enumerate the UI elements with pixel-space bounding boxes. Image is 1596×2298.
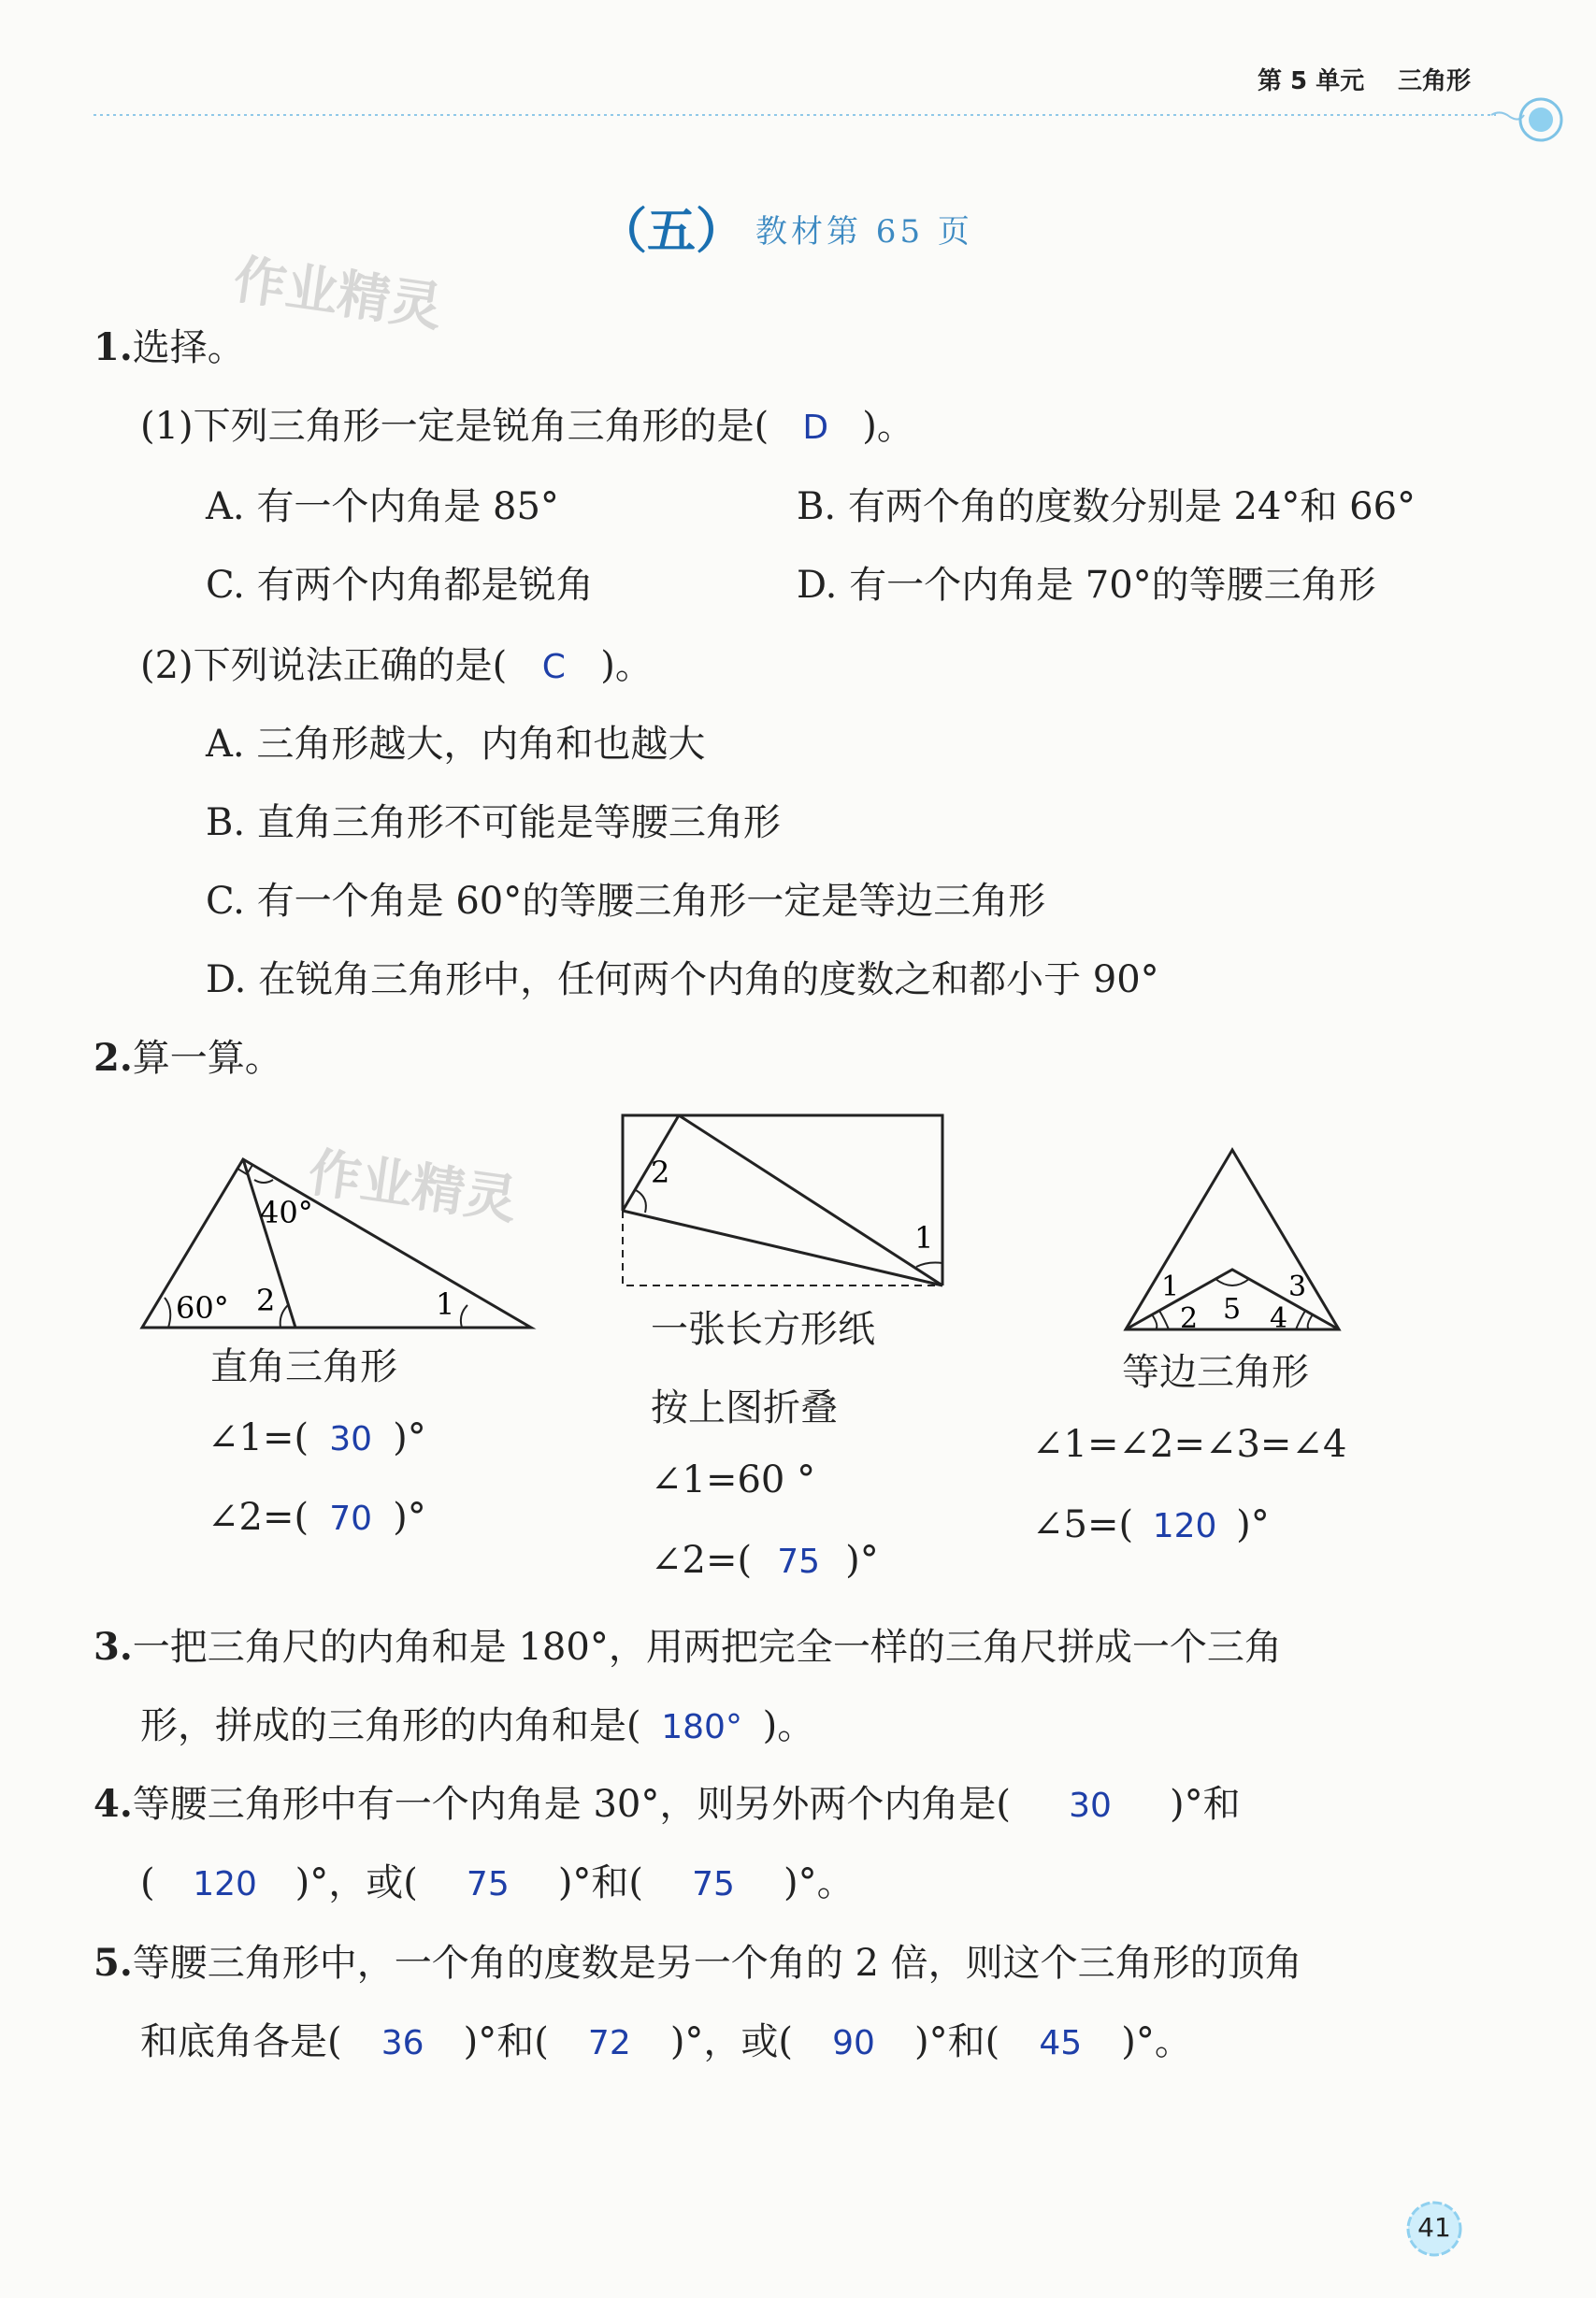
fig3-relation: ∠1=∠2=∠3=∠4 [1032, 1423, 1347, 1466]
fig1-a2-suffix: )° [393, 1496, 426, 1539]
fold-angle-1-arc [916, 1263, 942, 1268]
q1-sub1-option-b: B. 有两个角的度数分别是 24°和 66° [797, 485, 1416, 528]
q4-answer-1[interactable]: 30 [1069, 1787, 1112, 1825]
q5-answer-4[interactable]: 45 [1039, 2024, 1083, 2062]
q5-text-1: 等腰三角形中，一个角的度数是另一个角的 2 倍，则这个三角形的顶角 [132, 1942, 1302, 1985]
eq-angle-4-label: 4 [1270, 1302, 1288, 1335]
q1-sub2 [140, 636, 653, 689]
q3-text-1: 一把三角尺的内角和是 180°，用两把完全一样的三角尺拼成一个三角 [132, 1626, 1282, 1669]
eq-angle-3-arc [1308, 1314, 1313, 1329]
figure-right-triangle [122, 1141, 552, 1337]
fig3-a5-suffix: )° [1236, 1503, 1270, 1546]
angle-40-arc [254, 1180, 273, 1183]
q3-number: 3. [93, 1625, 133, 1669]
q4-answer-3[interactable]: 75 [466, 1865, 510, 1903]
eq-angle-5-label: 5 [1223, 1293, 1242, 1326]
fig1-a2-prefix: ∠2=( [208, 1496, 309, 1539]
fig2-a2-suffix: )° [845, 1539, 879, 1582]
q3-line-1 [93, 1617, 1282, 1671]
fig2-a2[interactable]: 75 [777, 1543, 820, 1581]
q4-text-1: 等腰三角形中有一个内角是 30°，则另外两个内角是( [132, 1783, 1011, 1826]
page-number: 41 [1417, 2212, 1451, 2243]
fig1-a2[interactable]: 70 [329, 1500, 372, 1538]
eq-angle-5-arc [1215, 1279, 1249, 1285]
q5-line-2 [140, 2012, 1192, 2065]
section-title: （五） [598, 203, 745, 260]
q4-mid-2: )°和( [557, 1861, 644, 1904]
eq-angle-2-arc [1159, 1311, 1169, 1329]
q4-mid-1: )°，或( [295, 1861, 418, 1904]
q3-line-2 [140, 1696, 814, 1749]
eq-angle-2-label: 2 [1180, 1302, 1199, 1335]
q1-sub2-option-d: D. 在锐角三角形中，任何两个内角的度数之和都小于 90° [206, 958, 1159, 1001]
q1-sub2-suffix: )。 [600, 644, 653, 687]
q1-sub1 [140, 396, 914, 450]
q5-line-1 [93, 1933, 1302, 1987]
figure-folded-rectangle [617, 1108, 954, 1295]
fig2-caption-2: 按上图折叠 [651, 1386, 838, 1429]
q3-suffix: )。 [762, 1704, 815, 1747]
rectangle-outline [623, 1115, 942, 1285]
unit-label: 第 5 单元 [1258, 67, 1365, 95]
q1-sub1-option-c: C. 有两个内角都是锐角 [206, 564, 594, 607]
q5-p5: )°。 [1121, 2020, 1192, 2063]
folded-edge [623, 1211, 942, 1285]
fig2-answer-2 [651, 1539, 879, 1582]
watermark-2: 作业精灵 [304, 1142, 521, 1232]
q1-sub2-option-a: A. 三角形越大，内角和也越大 [206, 723, 706, 766]
fig3-answer-5 [1032, 1503, 1270, 1546]
fig3-a5-prefix: ∠5=( [1032, 1503, 1134, 1546]
angle-40-label: 40° [260, 1195, 313, 1230]
angle-60-arc [165, 1298, 170, 1328]
eq-angle-1-label: 1 [1161, 1271, 1180, 1303]
q2-heading [93, 1028, 282, 1082]
q5-p2: )°和( [463, 2020, 549, 2063]
q1-sub1-option-d: D. 有一个内角是 70°的等腰三角形 [797, 564, 1376, 607]
q4-number: 4. [93, 1782, 133, 1826]
q4-suffix-1: )°和 [1169, 1783, 1241, 1826]
fig1-answer-1 [208, 1416, 426, 1459]
q1-sub2-option-b: B. 直角三角形不可能是等腰三角形 [206, 801, 781, 844]
angle-2-label: 2 [256, 1283, 276, 1318]
eq-angle-3-label: 3 [1288, 1271, 1307, 1303]
q1-sub1-prompt: (1)下列三角形一定是锐角三角形的是( [140, 405, 769, 448]
q4-end: )°。 [784, 1861, 855, 1904]
q1-number: 1. [93, 325, 133, 369]
angle-60-label: 60° [176, 1290, 229, 1326]
q3-text-2: 形，拼成的三角形的内角和是( [140, 1704, 641, 1747]
q5-number: 5. [93, 1941, 133, 1985]
page-number-badge [1404, 2199, 1464, 2259]
textbook-reference: 教材第 65 页 [755, 213, 973, 251]
fig2-given: ∠1=60 ° [651, 1458, 816, 1501]
q5-p1: 和底角各是( [140, 2020, 342, 2063]
q1-sub2-option-c: C. 有一个角是 60°的等腰三角形一定是等边三角形 [206, 880, 1046, 923]
fold-angle-2-arc [636, 1190, 646, 1213]
q1-heading [93, 318, 245, 371]
fig2-caption-1: 一张长方形纸 [651, 1308, 875, 1351]
q3-answer[interactable]: 180° [661, 1708, 742, 1746]
eq-angle-1-arc [1152, 1314, 1157, 1329]
q4-open: ( [140, 1861, 155, 1904]
q5-p3: )°，或( [669, 2020, 794, 2063]
q4-answer-2[interactable]: 120 [193, 1865, 257, 1903]
q1-sub1-answer[interactable]: D [802, 409, 829, 447]
angle-1-label: 1 [436, 1286, 455, 1322]
fig3-caption: 等边三角形 [1122, 1351, 1309, 1394]
fig1-a1[interactable]: 30 [329, 1420, 372, 1458]
q1-title: 选择。 [132, 326, 245, 369]
watermark-1: 作业精灵 [229, 249, 446, 339]
angle-1-arc [461, 1305, 467, 1328]
q1-sub2-answer[interactable]: C [541, 648, 566, 686]
q5-answer-2[interactable]: 72 [587, 2024, 631, 2062]
q1-sub1-suffix: )。 [862, 405, 914, 448]
fold-angle-2-label: 2 [651, 1155, 670, 1190]
q1-sub2-prompt: (2)下列说法正确的是( [140, 644, 508, 687]
chapter-label: 三角形 [1398, 67, 1472, 95]
fig3-a5[interactable]: 120 [1152, 1507, 1217, 1545]
fig1-a1-prefix: ∠1=( [208, 1416, 309, 1459]
q4-line-2 [140, 1853, 855, 1906]
q2-title: 算一算。 [132, 1037, 282, 1080]
fold-angle-1-label: 1 [914, 1220, 934, 1256]
q1-sub1-option-a: A. 有一个内角是 85° [206, 485, 559, 528]
figure-equilateral-triangle [1113, 1141, 1356, 1337]
fig1-answer-2 [208, 1496, 426, 1539]
q4-answer-4[interactable]: 75 [692, 1865, 735, 1903]
fig1-caption: 直角三角形 [210, 1345, 397, 1388]
fold-line [679, 1115, 942, 1285]
q5-answer-1[interactable]: 36 [381, 2024, 424, 2062]
header-rule [0, 89, 1596, 154]
eq-angle-4-arc [1296, 1311, 1305, 1329]
q4-line-1 [93, 1774, 1241, 1828]
q5-answer-3[interactable]: 90 [832, 2024, 875, 2062]
fig1-a1-suffix: )° [393, 1416, 426, 1459]
angle-2-arc [280, 1305, 288, 1328]
q2-number: 2. [93, 1036, 133, 1080]
fig2-a2-prefix: ∠2=( [651, 1539, 753, 1582]
q5-p4: )°和( [914, 2020, 1000, 2063]
